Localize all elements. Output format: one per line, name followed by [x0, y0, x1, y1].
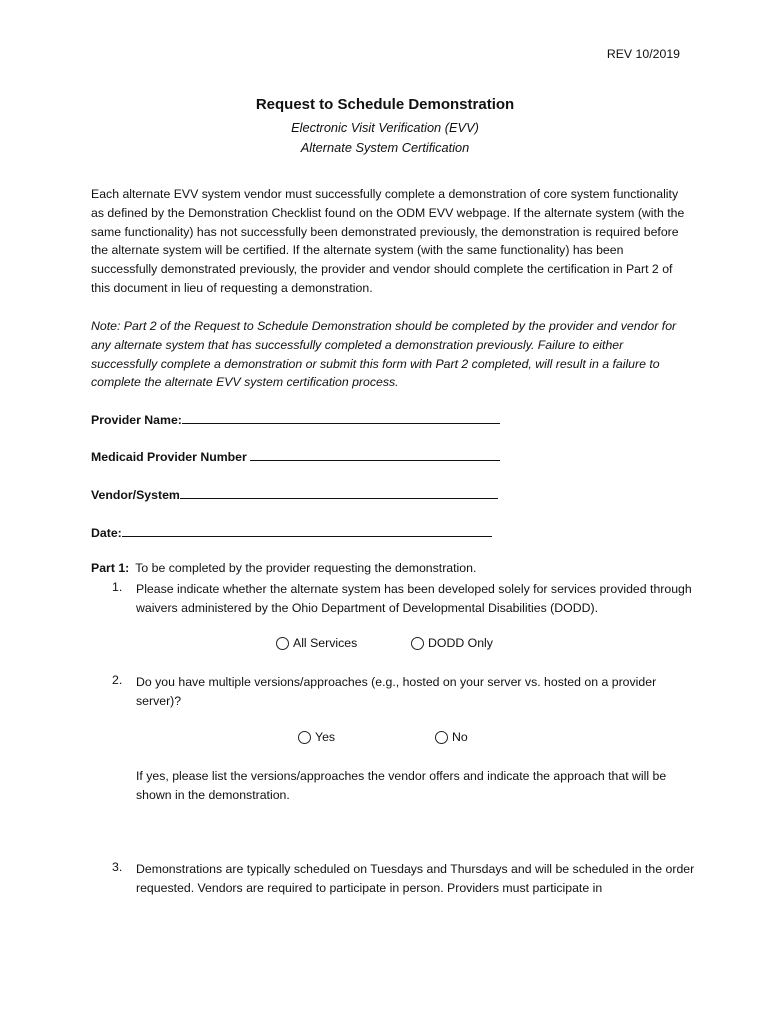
question-text: Do you have multiple versions/approaches (e.g., hosted on your server vs. hosted on a provider server)?: [136, 675, 657, 708]
radio-yes[interactable]: [298, 730, 335, 744]
medicaid-number-field[interactable]: [91, 448, 500, 464]
radio-label: All Services: [293, 636, 358, 650]
radio-circle-icon[interactable]: [411, 637, 424, 650]
versions-followup-text: If yes, please list the versions/approaches the vendor offers and indicate the approach that will be shown in the demonstration.: [136, 769, 667, 802]
question-number: 1.: [112, 580, 123, 594]
radio-circle-icon[interactable]: [276, 637, 289, 650]
radio-dodd-only[interactable]: [411, 636, 493, 650]
date-label: Date:: [91, 526, 122, 540]
medicaid-number-line[interactable]: [250, 448, 500, 461]
question-number: 2.: [112, 673, 123, 687]
radio-label: DODD Only: [428, 636, 493, 650]
vendor-system-field[interactable]: [91, 486, 498, 502]
radio-all-services[interactable]: [276, 636, 357, 650]
date-line[interactable]: [122, 524, 492, 537]
vendor-system-label: Vendor/System: [91, 488, 180, 502]
radio-label: No: [452, 730, 468, 744]
provider-name-label: Provider Name:: [91, 413, 182, 427]
radio-no[interactable]: [435, 730, 468, 744]
vendor-system-line[interactable]: [180, 486, 498, 499]
provider-name-field[interactable]: [91, 411, 500, 427]
radio-label: Yes: [315, 730, 336, 744]
date-field[interactable]: [91, 524, 492, 540]
question-text: Please indicate whether the alternate system has been developed solely for services provided through waivers administered by the Ohio Department of Developmental Disabilities (DODD).: [136, 582, 692, 615]
medicaid-number-label: Medicaid Provider Number: [91, 450, 247, 464]
revision-label: REV 10/2019: [606, 47, 680, 61]
page-title: Request to Schedule Demonstration: [255, 96, 515, 113]
subtitle-evv: Electronic Visit Verification (EVV): [291, 120, 479, 135]
part1-heading: [91, 561, 476, 575]
subtitle-certification: Alternate System Certification: [300, 140, 470, 155]
radio-circle-icon[interactable]: [298, 731, 311, 744]
intro-paragraph: Each alternate EVV system vendor must successfully complete a demonstration of core system functionality as defined by the Demonstration Checklist found on the ODM EVV webpage. If the alternate system (with the same functionality) has not successfully been demonstrated previously, the demonstration is required before the alternate system will be certified. If the alternate system (with the same functionality) has been successfully demonstrated previously, the provider and vendor should complete the certification in Part 2 of this document in lieu of requesting a demonstration.: [91, 187, 685, 295]
radio-circle-icon[interactable]: [435, 731, 448, 744]
part1-label: Part 1:: [91, 561, 130, 575]
provider-name-line[interactable]: [182, 411, 500, 424]
part1-text: To be completed by the provider requesting the demonstration.: [135, 561, 477, 575]
note-paragraph: Note: Part 2 of the Request to Schedule Demonstration should be completed by the provider and vendor for any alternate system that has successfully completed a demonstration previously. Failure to either successfully complete a demonstration or submit this form with Part 2 completed, will result in a failure to complete the alternate EVV system certification process.: [91, 319, 677, 390]
question-text: Demonstrations are typically scheduled on Tuesdays and Thursdays and will be scheduled in the order requested. Vendors are required to participate in person. Providers must participate in: [136, 862, 695, 895]
question-number: 3.: [112, 860, 123, 874]
